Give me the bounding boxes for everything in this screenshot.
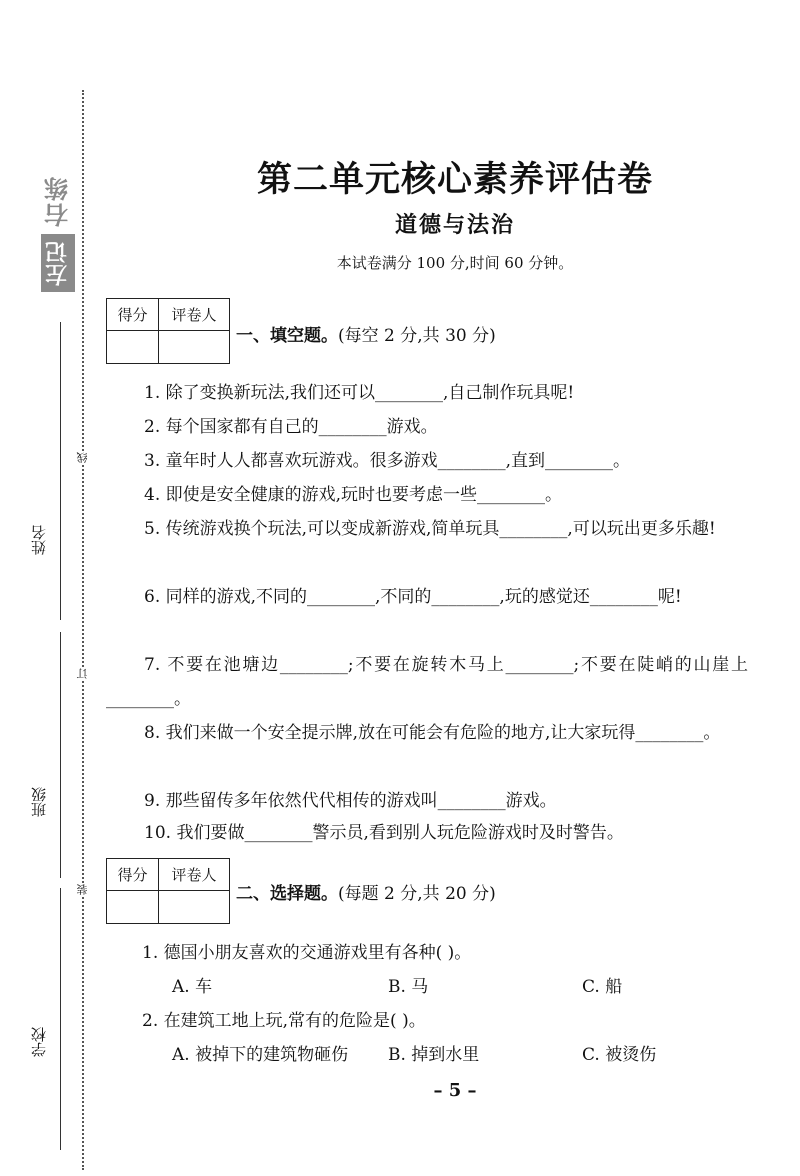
school-field-label: 学校 [30, 1027, 48, 1057]
fill-question-9: 9. 那些留传多年依然代代相传的游戏叫________游戏。 [144, 791, 557, 811]
choice-1-option-a[interactable]: A. 车 [172, 977, 213, 997]
fill-question-3: 3. 童年时人人都喜欢玩游戏。很多游戏________,直到________。 [144, 451, 631, 471]
choice-1-option-c[interactable]: C. 船 [582, 977, 623, 997]
fill-question-4: 4. 即使是安全健康的游戏,玩时也要考虑一些________。 [144, 485, 563, 505]
choice-question-2: 2. 在建筑工地上玩,常有的危险是( )。 [142, 1011, 426, 1031]
section2-points: (每题 2 分,共 20 分) [338, 884, 496, 904]
binding-mark-line: 线 [76, 452, 89, 463]
fill-question-2: 2. 每个国家都有自己的________游戏。 [144, 417, 438, 437]
fill-question-1: 1. 除了变换新玩法,我们还可以________,自己制作玩具呢! [144, 383, 575, 403]
class-write-line [60, 632, 61, 878]
score-box-section2 [106, 858, 230, 924]
grader-label: 评卷人 [159, 859, 229, 891]
section1-points: (每空 2 分,共 30 分) [338, 326, 496, 346]
fill-question-6: 6. 同样的游戏,不同的________,不同的________,玩的感觉还________呢! [144, 587, 682, 607]
score-cell[interactable] [107, 331, 159, 363]
brand-sub: 左记 [41, 234, 75, 292]
section1-heading [236, 321, 496, 346]
name-write-line [60, 322, 61, 620]
binding-dotted-line [82, 90, 84, 1170]
section2-title: 二、选择题。 [236, 884, 338, 904]
choice-question-1: 1. 德国小朋友喜欢的交通游戏里有各种( )。 [142, 943, 472, 963]
choice-2-option-a[interactable]: A. 被掉下的建筑物砸伤 [172, 1045, 349, 1065]
grader-cell[interactable] [159, 331, 229, 363]
score-box-section1 [106, 298, 230, 364]
brand-main: 右练 [44, 175, 73, 227]
fill-question-7: 7. 不要在池塘边________;不要在旋转木马上________;不要在陡峭的山崖上________。 [106, 655, 748, 709]
exam-title: 第二单元核心素养评估卷 [256, 159, 653, 200]
exam-note: 本试卷满分 100 分,时间 60 分钟。 [336, 254, 574, 272]
school-write-line [60, 888, 61, 1150]
score-label: 得分 [107, 299, 159, 331]
choice-1-option-b[interactable]: B. 马 [388, 977, 429, 997]
fill-question-8: 8. 我们来做一个安全提示牌,放在可能会有危险的地方,让大家玩得________。 [144, 723, 721, 743]
exam-subject: 道德与法治 [394, 213, 515, 238]
choice-2-option-b[interactable]: B. 掉到水里 [388, 1045, 480, 1065]
score-cell[interactable] [107, 891, 159, 923]
class-field-label: 班级 [30, 787, 48, 817]
section1-title: 一、填空题。 [236, 326, 338, 346]
binding-margin [0, 0, 110, 1176]
binding-mark-bind: 装 [76, 884, 89, 895]
binding-mark-order: 订 [76, 668, 89, 679]
name-field-label: 姓名 [30, 525, 48, 555]
fill-question-10: 10. 我们要做________警示员,看到别人玩危险游戏时及时警告。 [144, 823, 624, 843]
brand-logo [40, 168, 76, 296]
grader-cell[interactable] [159, 891, 229, 923]
grader-label: 评卷人 [159, 299, 229, 331]
fill-question-5: 5. 传统游戏换个玩法,可以变成新游戏,简单玩具________,可以玩出更多乐趣! [144, 519, 716, 539]
score-label: 得分 [107, 859, 159, 891]
page-number: – 5 – [433, 1080, 477, 1101]
choice-2-option-c[interactable]: C. 被烫伤 [582, 1045, 657, 1065]
section2-heading [236, 879, 496, 904]
